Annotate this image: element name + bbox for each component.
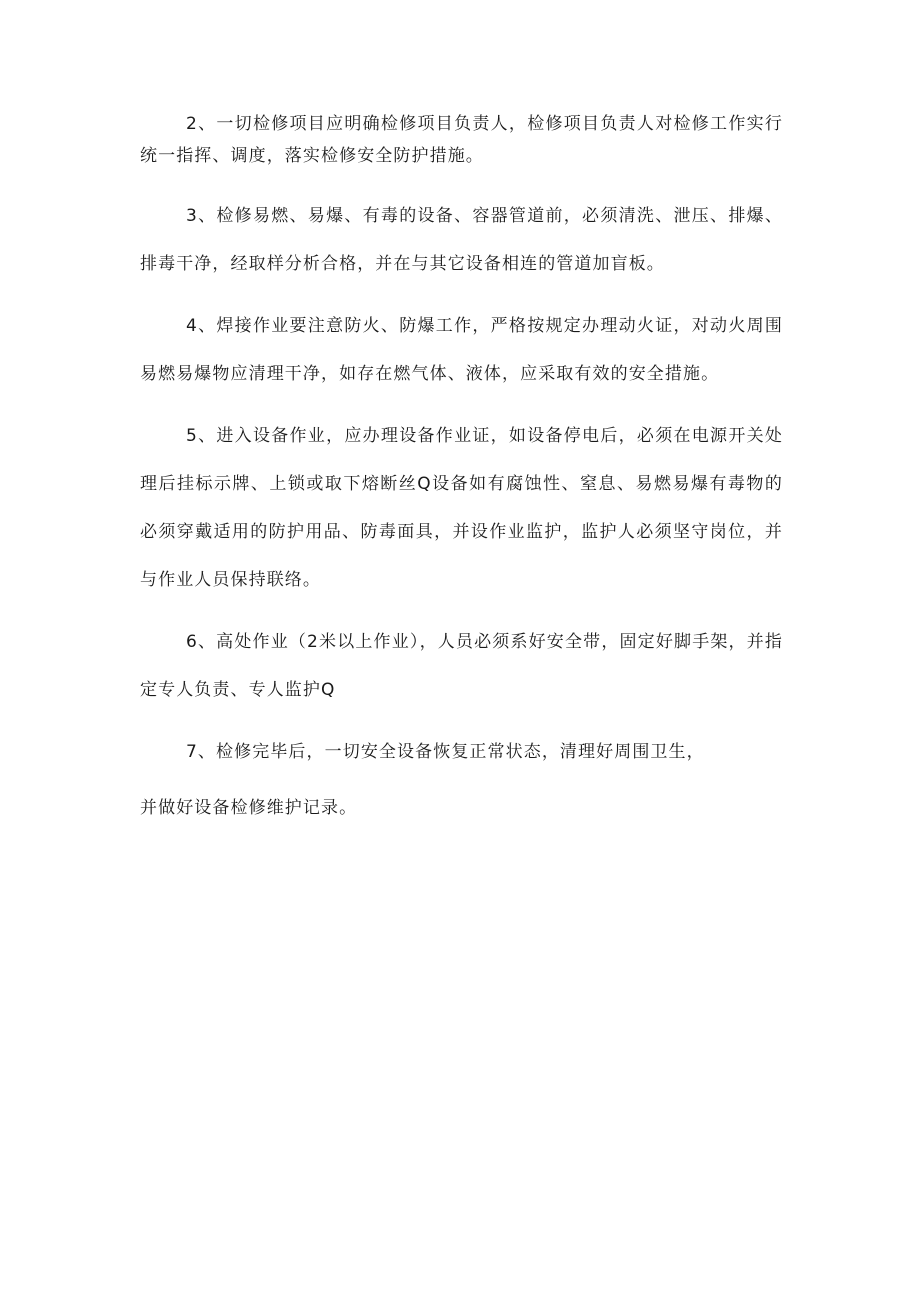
- document-body: [140, 108, 783, 832]
- paragraph-item-7-line-1: 7、检修完毕后，一切安全设备恢复正常状态，清理好周围卫生，: [186, 742, 705, 762]
- paragraph-item-4: 4、焊接作业要注意防火、防爆工作，严格按规定办理动火证，对动火周围易燃易爆物应清理干净，如存在燃气体、液体，应采取有效的安全措施。: [140, 316, 783, 384]
- paragraph-item-7-line-2: 并做好设备检修维护记录。: [140, 798, 358, 818]
- paragraph-item-7: [140, 728, 783, 832]
- paragraph-item-5: 5、进入设备作业，应办理设备作业证，如设备停电后，必须在电源开关处理后挂标示牌、上锁或取下熔断丝Q设备如有腐蚀性、窒息、易燃易爆有毒物的必须穿戴适用的防护用品、防毒面具，并设作业监护，监护人必须坚守岗位，并与作业人员保持联络。: [140, 426, 783, 590]
- paragraph-item-6: 6、高处作业（2米以上作业），人员必须系好安全带，固定好脚手架，并指定专人负责、专人监护Q: [140, 632, 783, 700]
- paragraph-item-2: 2、一切检修项目应明确检修项目负责人，检修项目负责人对检修工作实行统一指挥、调度，落实检修安全防护措施。: [140, 114, 783, 166]
- paragraph-item-3: 3、检修易燃、易爆、有毒的设备、容器管道前，必须清洗、泄压、排爆、排毒干净，经取样分析合格，并在与其它设备相连的管道加盲板。: [140, 206, 783, 274]
